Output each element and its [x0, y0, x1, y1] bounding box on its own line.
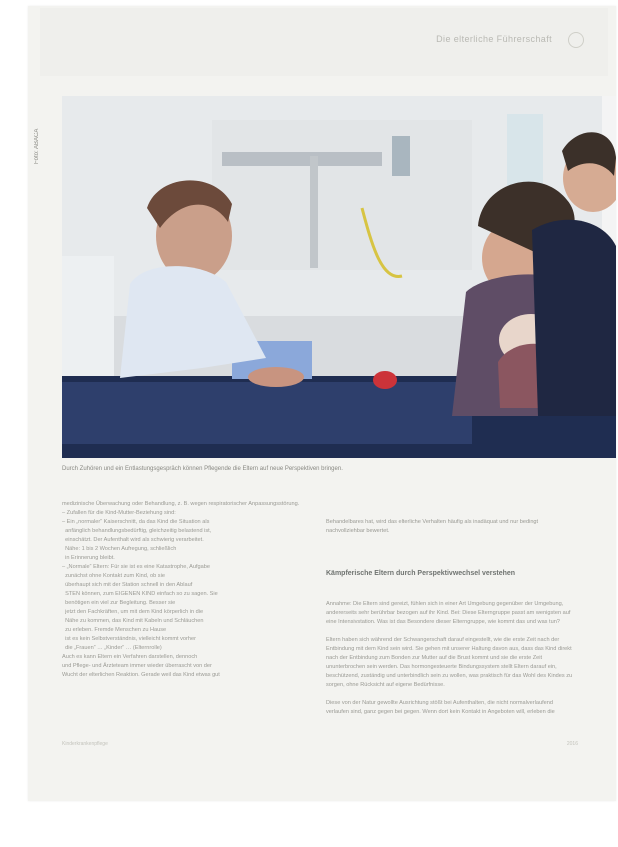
article-paragraph: Behandelbares hat, wird das elterliche Verhalten häufig als inadäquat und nur bedingt nachvollziehbar bewertet. [326, 519, 540, 534]
article-column-left: medizinische Überwachung oder Behandlung, z. B. wegen respiratorischer Anpassungsstörung. – Zufallen für die Kind-Mutter-Beziehung sind: – Ein „normaler“ Kaiserschnitt, da das Kind die Situation als anfänglich behandlungsbedürftig, gleichzeitig belastend ist, einschätzt. Der Aufenthalt wird als schwierig verarbeitet. Nähe: 1 bis 2 Wochen Aufregung, schließlich in Erinnerung bleibt. – „Normale“ Eltern: Für sie ist es eine Katastrophe, Aufgabe zunächst ohne Kontakt zum Kind, ob sie überhaupt sich mit der Station schnell in den Ablauf STEN können, zum EIGENEN KIND einfach so zu sagen. Sie benötigen ein viel zur Begleitung. Besser sie jetzt den Fachkräften, um mit dem Kind körperlich in die Nähe zu kommen, das Kind mit Kabeln und Schläuchen zu erleben. Fremde Menschen zu Hause ist es kein Selbstverständnis, vielleicht kommt vorher die „Frauen“ … „Kinder“ … (Elternrolle) Auch es kann Eltern ein Verfahren darstellen, dennoch und Pflege- und Ärzteteam immer wieder überrascht von der Wucht der elterlichen Reaktion. Gerade weil das Kind etwas gut [62, 501, 300, 678]
photo-illustration [62, 96, 616, 458]
footer-journal-name: Kinderkrankenpflege [62, 741, 108, 747]
article-subheading: Kämpferische Eltern durch Perspektivwechsel verstehen [326, 570, 516, 577]
article-body: Annahme: Die Eltern sind gereizt, fühlen sich in einer Art Umgebung gegenüber der Umgebung, andererseits sehr berührbar bezogen auf ihr Kind. Bei: Diese Elterngruppe passt am wenigsten auf eine Intensivstation. Was ist das Besondere dieser Elterngruppe, wie kommt das und was tun? Eltern haben sich während der Schwangerschaft darauf eingestellt, wie die erste Zeit nach der Entbindung mit dem Kind sein wird. Sie gehen mit unserer Haltung davon aus, dass das Kind direkt nach der Entbindung zum Bonden zur Mutter auf die Brust kommt und sie die erste Zeit ununterbrochen sein werden. Das hormongesteuerte Bindungssystem stellt Eltern darauf ein, beschützend, zuständig und unterbindlich sein zu wollen, was praktisch für das Wohl des Kindes zu sorgen, ohne Rücksicht auf eigene Bedürfnisse. Diese von der Natur gewollte Ausrichtung stößt bei Aufenthalten, die nicht normalverlaufend verlaufen sind, ganz gegen bei gegen. Wenn dort kein Kontakt in Angeboten will, erleben die [326, 601, 573, 715]
page-header [40, 8, 608, 76]
header-ornament [568, 32, 584, 48]
section-title: Die elterliche Führerschaft [436, 34, 552, 44]
photo-caption: Durch Zuhören und ein Entlastungsgespräch können Pflegende die Eltern auf neue Perspektiven bringen. [62, 466, 343, 472]
photo-credit: Foto: ABACA [34, 128, 40, 164]
footer-issue: 2016 [566, 741, 578, 747]
article-photo [62, 96, 616, 458]
article-column-right [326, 500, 573, 726]
